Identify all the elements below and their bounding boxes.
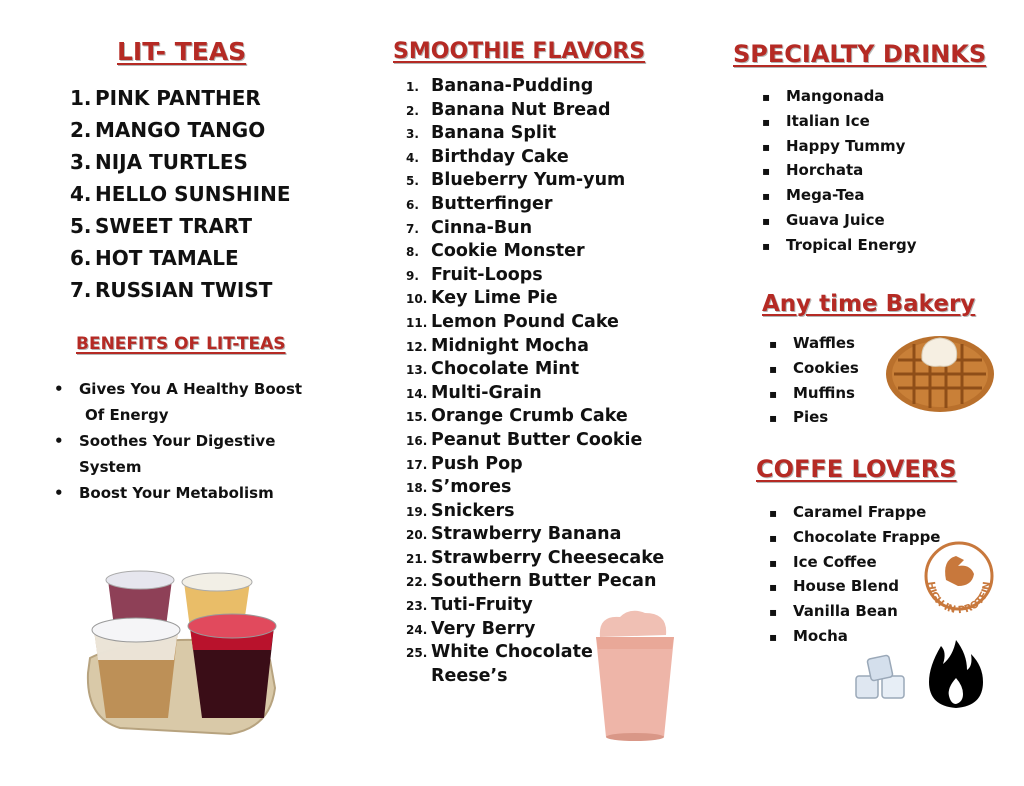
item-label: Waffles	[793, 334, 855, 352]
lit-tea-item	[70, 246, 291, 278]
item-label: Push Pop	[431, 453, 523, 474]
item-number: 23.	[406, 599, 428, 614]
item-label: Tropical Energy	[786, 235, 917, 254]
smoothie-list	[406, 76, 664, 666]
item-number: 8.	[406, 245, 419, 260]
smoothie-item	[406, 383, 664, 407]
bullet-square: ▪	[769, 555, 778, 570]
item-label: Peanut Butter Cookie	[431, 429, 643, 450]
coffee-item	[769, 528, 940, 553]
lit-tea-item	[70, 150, 291, 182]
bullet-square: ▪	[762, 238, 771, 253]
item-label: Chocolate Frappe	[793, 527, 941, 546]
coffee-item	[769, 602, 940, 627]
item-number: 22.	[406, 575, 428, 590]
benefit-line: Of Energy	[85, 406, 169, 424]
smoothie-item	[406, 170, 664, 194]
benefits-heading: BENEFITS OF LIT-TEAS	[76, 334, 286, 354]
item-label: House Blend	[793, 577, 900, 596]
bullet-square: ▪	[762, 139, 771, 154]
item-number: 16.	[406, 433, 428, 448]
item-label: HELLO SUNSHINE	[95, 182, 291, 206]
item-number: 6.	[406, 197, 419, 212]
item-number: 10.	[406, 292, 428, 307]
item-label: HOT TAMALE	[95, 246, 239, 270]
benefit-line: System	[79, 458, 142, 476]
lit-tea-item	[70, 86, 291, 118]
bullet-square: ▪	[769, 530, 778, 545]
bakery-item	[769, 384, 859, 409]
item-label: Fruit-Loops	[431, 264, 543, 285]
item-label: Southern Butter Pecan	[431, 571, 657, 592]
item-number: 1.	[406, 80, 419, 94]
protein-badge-text: HIGH IN PROTEIN	[924, 580, 994, 617]
lit-tea-item	[70, 278, 291, 310]
item-label: Tuti-Fruity	[431, 595, 533, 616]
smoothie-item	[406, 100, 664, 124]
coffee-item	[769, 577, 940, 602]
smoothie-item	[406, 241, 664, 265]
bullet-square: ▪	[762, 90, 771, 104]
item-label: NIJA TURTLES	[95, 150, 248, 174]
item-number: 17.	[406, 457, 428, 472]
smoothie-item	[406, 571, 664, 595]
item-label: PINK PANTHER	[95, 86, 261, 110]
benefit-item	[54, 432, 302, 484]
item-label: Cookies	[793, 358, 859, 377]
item-number: 15.	[406, 410, 428, 425]
specialty-list	[762, 87, 917, 261]
item-label: Italian Ice	[786, 111, 870, 130]
bakery-item	[769, 359, 859, 384]
item-number: 7.	[406, 221, 419, 236]
item-number: 6.	[70, 246, 92, 270]
item-label: Cinna-Bun	[431, 217, 533, 238]
smoothie-item	[406, 477, 664, 501]
item-label: Orange Crumb Cake	[431, 406, 628, 427]
smoothie-item	[406, 312, 664, 336]
specialty-item	[762, 211, 917, 236]
item-number: 13.	[406, 363, 428, 378]
smoothie-item	[406, 288, 664, 312]
bullet-square: ▪	[769, 580, 778, 595]
ice-cubes-icon	[852, 654, 912, 704]
lit-tea-item	[70, 182, 291, 214]
smoothie-item	[406, 454, 664, 478]
smoothie-item	[406, 336, 664, 360]
bullet-square: ▪	[762, 164, 771, 179]
smoothie-item	[406, 147, 664, 171]
benefit-item	[54, 380, 302, 432]
bullet-square: ▪	[769, 386, 778, 401]
item-label: Pies	[793, 408, 829, 427]
item-number: 11.	[406, 315, 428, 330]
item-label: Blueberry Yum-yum	[431, 170, 626, 191]
specialty-item	[762, 236, 917, 261]
bullet-dot: •	[54, 432, 64, 450]
item-label: Butterfinger	[431, 193, 553, 214]
protein-badge-icon	[918, 538, 1000, 618]
item-label: Horchata	[786, 161, 864, 180]
item-number: 24.	[406, 622, 428, 637]
bullet-square: ▪	[762, 114, 771, 129]
coffee-item	[769, 553, 940, 578]
smoothie-item	[406, 406, 664, 430]
item-label: Key Lime Pie	[431, 288, 558, 309]
item-number: 20.	[406, 528, 428, 543]
smoothie-item	[406, 123, 664, 147]
coffee-list	[769, 503, 940, 652]
smoothie-item	[406, 524, 664, 548]
smoothie-item	[406, 76, 664, 100]
bullet-square: ▪	[762, 189, 771, 204]
item-number: 7.	[70, 278, 92, 302]
item-number: 14.	[406, 386, 428, 401]
coffee-item	[769, 503, 940, 528]
item-label: Snickers	[431, 500, 515, 521]
item-label: Mangonada	[786, 87, 885, 105]
item-label: S’mores	[431, 477, 512, 498]
bullet-square: ▪	[769, 361, 778, 376]
benefit-line: Boost Your Metabolism	[79, 484, 274, 502]
specialty-item	[762, 137, 917, 162]
item-label: Multi-Grain	[431, 382, 542, 403]
item-number: 21.	[406, 551, 428, 566]
specialty-item	[762, 186, 917, 211]
smoothie-item	[406, 430, 664, 454]
bullet-square: ▪	[762, 213, 771, 228]
svg-text:HIGH IN PROTEIN	[925, 581, 994, 616]
item-label: Chocolate Mint	[431, 359, 580, 380]
bullet-square: ▪	[769, 506, 778, 520]
item-label: Banana Split	[431, 123, 557, 144]
bullet-square: ▪	[769, 605, 778, 620]
coffee-item	[769, 627, 940, 652]
item-label: Ice Coffee	[793, 552, 877, 571]
item-number: 9.	[406, 268, 419, 283]
specialty-item	[762, 87, 917, 112]
item-label: Midnight Mocha	[431, 335, 589, 356]
smoothie-extra-line: Reese’s	[431, 666, 508, 686]
lit-teas-heading: LIT- TEAS	[117, 37, 247, 66]
bakery-list	[769, 334, 859, 433]
item-label: Birthday Cake	[431, 146, 569, 167]
item-label: Cookie Monster	[431, 241, 585, 262]
lit-tea-item	[70, 214, 291, 246]
coffee-heading: COFFE LOVERS	[756, 455, 957, 483]
item-label: Vanilla Bean	[793, 602, 898, 621]
smoothie-heading: SMOOTHIE FLAVORS	[393, 39, 646, 64]
item-number: 3.	[70, 150, 92, 174]
lit-teas-list	[70, 86, 291, 310]
item-label: RUSSIAN TWIST	[95, 278, 273, 302]
item-label: Strawberry Cheesecake	[431, 547, 665, 568]
item-number: 12.	[406, 339, 428, 354]
item-label: White Chocolate	[431, 642, 593, 663]
benefits-list	[54, 380, 302, 510]
flame-icon	[925, 638, 987, 710]
bakery-item	[769, 408, 859, 433]
specialty-item	[762, 112, 917, 137]
item-label: Muffins	[793, 383, 855, 402]
item-label: Very Berry	[431, 618, 536, 639]
smoothie-item	[406, 359, 664, 383]
item-label: MANGO TANGO	[95, 118, 266, 142]
item-label: Lemon Pound Cake	[431, 311, 619, 332]
smoothie-cup-image	[590, 607, 680, 742]
item-number: 3.	[406, 127, 419, 142]
item-number: 4.	[70, 182, 92, 206]
benefit-item	[54, 484, 302, 510]
item-number: 18.	[406, 481, 428, 496]
item-label: Happy Tummy	[786, 136, 906, 155]
smoothie-item	[406, 501, 664, 525]
bakery-heading: Any time Bakery	[762, 291, 976, 317]
smoothie-item	[406, 218, 664, 242]
item-number: 25.	[406, 646, 428, 661]
benefit-line: Soothes Your Digestive	[79, 432, 276, 450]
specialty-heading: SPECIALTY DRINKS	[733, 40, 987, 68]
item-label: Banana Nut Bread	[431, 99, 611, 120]
item-number: 5.	[70, 214, 92, 238]
bakery-item	[769, 334, 859, 359]
smoothie-item	[406, 265, 664, 289]
smoothie-item	[406, 548, 664, 572]
item-number: 19.	[406, 504, 428, 519]
item-label: Caramel Frappe	[793, 503, 927, 521]
item-label: Guava Juice	[786, 210, 885, 229]
smoothie-item	[406, 194, 664, 218]
bullet-square: ▪	[769, 629, 778, 644]
waffle-image	[884, 330, 996, 414]
item-label: Banana-Pudding	[431, 76, 594, 96]
item-number: 2.	[70, 118, 92, 142]
bullet-square: ▪	[769, 411, 778, 426]
bullet-dot: •	[54, 380, 64, 398]
bullet-square: ▪	[769, 337, 778, 351]
specialty-item	[762, 161, 917, 186]
benefit-line: Gives You A Healthy Boost	[79, 380, 303, 398]
item-label: SWEET TRART	[95, 214, 253, 238]
lit-tea-item	[70, 118, 291, 150]
item-label: Mocha	[793, 626, 848, 645]
item-number: 5.	[406, 174, 419, 189]
item-number: 2.	[406, 103, 419, 118]
item-label: Mega-Tea	[786, 186, 865, 205]
item-label: Strawberry Banana	[431, 524, 622, 545]
tea-cups-image	[80, 568, 280, 738]
bullet-dot: •	[54, 484, 64, 502]
item-number: 4.	[406, 150, 419, 165]
item-number: 1.	[70, 86, 92, 110]
